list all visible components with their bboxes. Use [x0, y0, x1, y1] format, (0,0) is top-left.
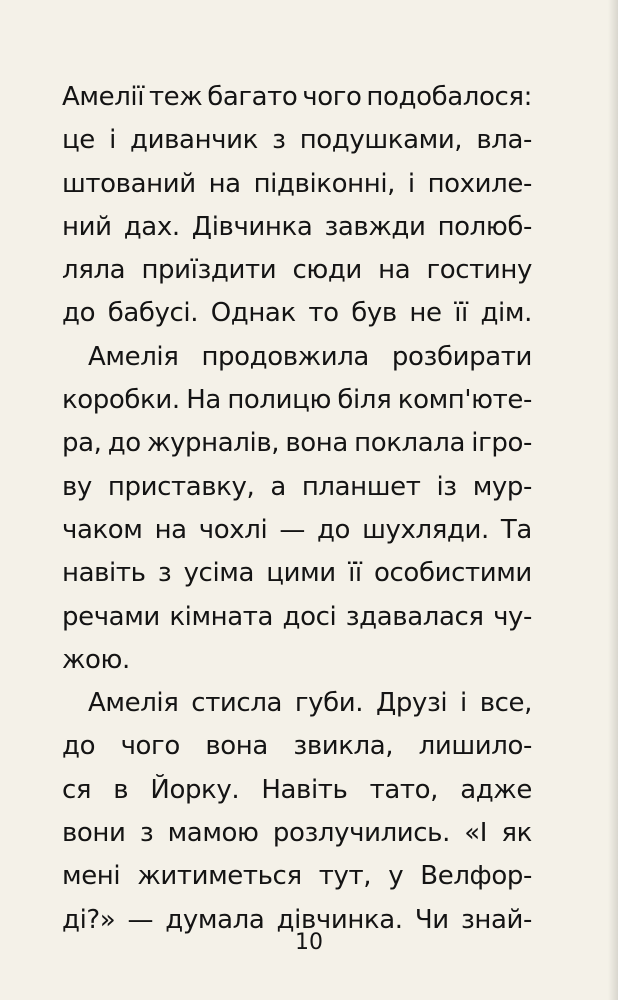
text-line [62, 249, 532, 292]
text-line [62, 639, 532, 682]
word: із [436, 471, 457, 502]
word: чого [302, 82, 362, 112]
word: з [139, 818, 154, 849]
word: Велфор- [420, 861, 532, 892]
word: це [62, 125, 95, 156]
word: чого [120, 731, 180, 762]
word: поклала [354, 428, 466, 459]
text-line [62, 682, 532, 725]
word: диванчик [130, 125, 258, 156]
word: її [348, 558, 362, 589]
word: до [316, 514, 351, 545]
word: ний [62, 211, 112, 242]
text-line [62, 119, 532, 162]
word: на [208, 168, 241, 199]
word: «І [464, 818, 488, 849]
word: тут, [318, 861, 372, 892]
word: не [409, 298, 442, 329]
word: вона [285, 428, 348, 459]
word: ся [62, 774, 92, 805]
word: все, [479, 688, 532, 719]
word: лишило- [418, 731, 532, 762]
word: вла- [476, 125, 532, 156]
text-line [62, 812, 532, 855]
word: приїздити [141, 255, 277, 286]
word: На [186, 385, 221, 416]
word: Друзі [375, 688, 448, 719]
word: житиметься [137, 861, 302, 892]
word: коробки. [62, 385, 180, 416]
word: дівчинка. [276, 904, 403, 935]
text-line [62, 855, 532, 898]
word: бабусі. [107, 298, 199, 329]
page-edge-shadow [608, 0, 618, 1000]
word: Однак [210, 298, 296, 329]
word: до [107, 428, 141, 459]
word: теж [148, 82, 203, 112]
word: полюб- [437, 211, 532, 242]
word: ляла [62, 255, 126, 286]
body-text [62, 76, 532, 942]
word: шухляди. [362, 514, 489, 545]
word: на [154, 514, 187, 545]
word: то [308, 298, 339, 329]
word: Амелія [88, 688, 179, 719]
word: здавалася [345, 601, 484, 632]
word: усіма [183, 558, 255, 589]
text-line [62, 552, 532, 595]
text-line [62, 422, 532, 465]
word: подушками, [299, 125, 463, 156]
word: до [62, 731, 96, 762]
word: дах. [123, 211, 180, 242]
text-line [62, 725, 532, 768]
word: ву [62, 471, 92, 502]
word: — [279, 514, 305, 545]
page-number: 10 [295, 930, 323, 955]
word: губи. [294, 688, 364, 719]
word: стисла [191, 688, 283, 719]
word: журналів, [147, 428, 280, 459]
word: полицю [227, 385, 331, 416]
word: — [127, 904, 154, 935]
word: біля [337, 385, 392, 416]
word: Амелія [88, 341, 179, 372]
word: чаком [62, 514, 143, 545]
word: сюди [292, 255, 362, 286]
word: тато, [369, 774, 439, 805]
word: на [378, 255, 411, 286]
text-line [62, 292, 532, 335]
word: Навіть [261, 774, 348, 805]
word: досі [282, 601, 337, 632]
word: ді?» [62, 904, 116, 935]
word: кімната [169, 601, 274, 632]
word: комп'юте- [397, 385, 532, 416]
word: з [272, 125, 286, 156]
word: з [157, 558, 172, 589]
word: ра, [62, 428, 102, 459]
word: думала [165, 904, 265, 935]
word: а [270, 471, 286, 502]
word: планшет [301, 471, 421, 502]
text-line [62, 163, 532, 206]
word: мені [62, 861, 121, 892]
word: адже [460, 774, 532, 805]
word: розлучились. [272, 818, 450, 849]
word: в [113, 774, 129, 805]
text-line [62, 466, 532, 509]
word: продовжила [201, 341, 369, 372]
text-line [62, 336, 532, 379]
text-line [62, 769, 532, 812]
word: і [109, 125, 116, 156]
word: ігро- [471, 428, 532, 459]
word: у [388, 861, 404, 892]
word: вони [62, 818, 126, 849]
word: мамою [167, 818, 259, 849]
word: жою. [62, 644, 130, 675]
word: вона [205, 731, 268, 762]
word: чу- [493, 601, 532, 632]
word: мур- [472, 471, 532, 502]
word: навіть [62, 558, 146, 589]
text-line [62, 509, 532, 552]
word: особистими [374, 558, 532, 589]
word: речами [62, 601, 160, 632]
word: чохлі [198, 514, 268, 545]
word: дім. [480, 298, 532, 329]
word: Амелії [62, 82, 145, 112]
text-line [62, 596, 532, 639]
word: звикла, [293, 731, 394, 762]
word: багато [207, 82, 298, 112]
word: Чи [414, 904, 449, 935]
word: приставку, [107, 471, 255, 502]
text-line [62, 379, 532, 422]
word: подобалося: [366, 82, 532, 112]
word: гостину [426, 255, 532, 286]
word: цими [266, 558, 336, 589]
word: і [407, 168, 415, 199]
text-line [62, 76, 532, 119]
word: був [351, 298, 397, 329]
word: Дівчинка [191, 211, 313, 242]
word: як [501, 818, 532, 849]
word: її [454, 298, 468, 329]
word: Йорку. [150, 774, 240, 805]
word: похиле- [427, 168, 532, 199]
word: підвіконні, [253, 168, 396, 199]
text-line [62, 206, 532, 249]
word: розбирати [391, 341, 532, 372]
word: Та [500, 514, 532, 545]
word: до [62, 298, 96, 329]
word: завжди [324, 211, 426, 242]
word: штований [62, 168, 196, 199]
word: знай- [460, 904, 532, 935]
word: і [460, 688, 467, 719]
